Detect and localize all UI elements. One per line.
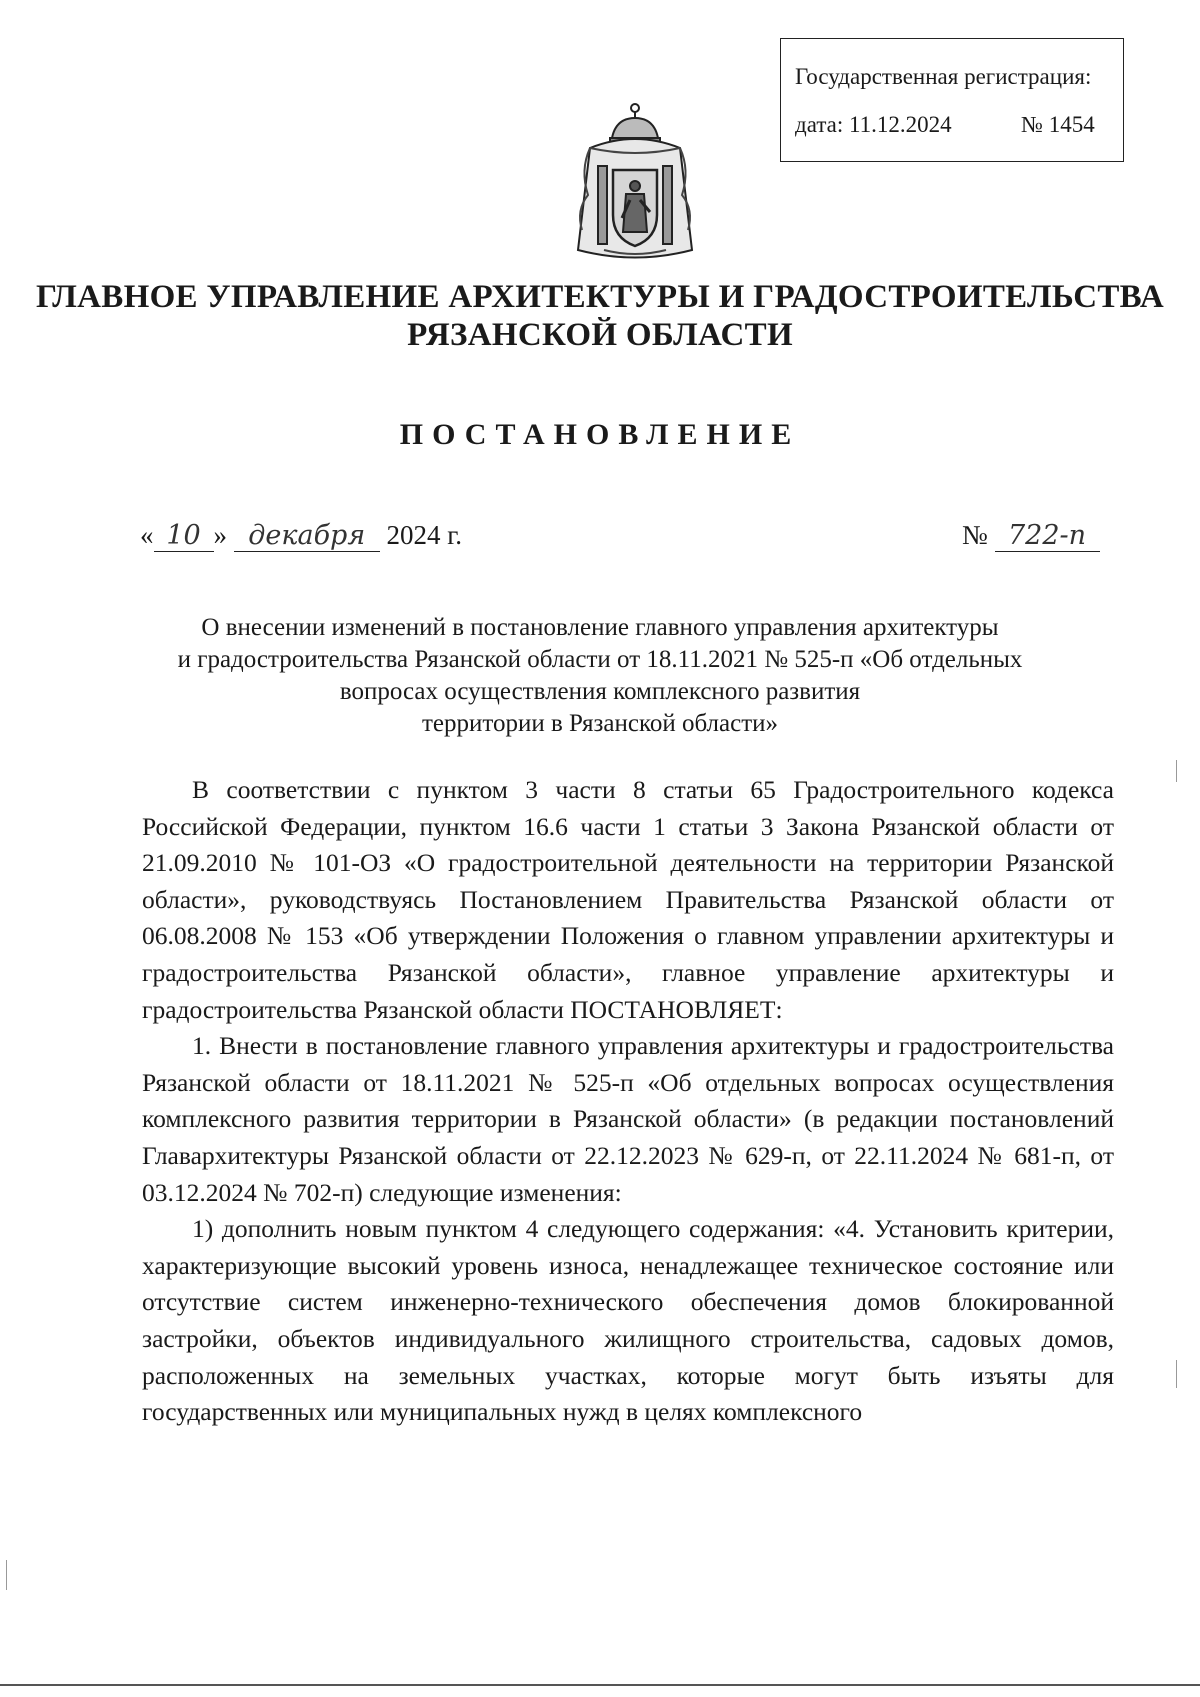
scan-artifact (1176, 1360, 1177, 1388)
body-preamble: В соответствии с пунктом 3 части 8 статьи 65 Градостроительного кодекса Российской Федерации, пунктом 16.6 части 1 статьи 3 Закона Рязанской области от 21.09.2010 № 101-ОЗ «О градостроительной деятельности на территории Рязанской области», руководствуясь Постановлением Правительства Рязанской области от 06.08.2008 № 153 «Об утверждении Положения о главном управлении архитектуры и градостроительства Рязанской области», главное управление архитектуры и градостроительства Рязанской области ПОСТАНОВЛЯЕТ: (142, 775, 1114, 1024)
document-subject (130, 612, 1070, 740)
subject-line-2: и градостроительства Рязанской области от 18.11.2021 № 525-п «Об отдельных (177, 646, 1023, 673)
registration-date: дата: 11.12.2024 (795, 112, 952, 137)
document-body (142, 772, 1114, 1431)
body-item-1: 1. Внести в постановление главного управления архитектуры и градостроительства Рязанской области от 18.11.2021 № 525-п «Об отдельных вопросах осуществления комплексного развития территории в Рязанской области» (в редакции постановлений Главархитектуры Рязанской области от 22.12.2023 № 629-п, от 22.11.2024 № 681-п, от 03.12.2024 № 702-п) следующие изменения: (142, 1031, 1114, 1207)
subject-line-3: вопросах осуществления комплексного развития (339, 678, 861, 705)
agency-name-line-2: РЯЗАНСКОЙ ОБЛАСТИ (407, 317, 793, 353)
subject-line-1: О внесении изменений в постановление главного управления архитектуры (201, 614, 999, 641)
date-day: 10 (154, 520, 214, 552)
document-type-heading: ПОСТАНОВЛЕНИЕ (399, 418, 801, 451)
registration-stamp (780, 38, 1124, 162)
ryazan-coat-of-arms-icon (560, 100, 710, 265)
agency-name-line-1: ГЛАВНОЕ УПРАВЛЕНИЕ АРХИТЕКТУРЫ И ГРАДОСТРОИТЕЛЬСТВА (35, 279, 1165, 315)
registration-number: № 1454 (1021, 112, 1095, 137)
scan-artifact (6, 1560, 7, 1590)
date-year: 2024 г. (386, 520, 463, 550)
document-date (140, 520, 462, 560)
body-item-1-1: 1) дополнить новым пунктом 4 следующего содержания: «4. Установить критерии, характеризующие высокий уровень износа, ненадлежащее техническое состояние или отсутствие систем инженерно-технического обеспечения домов блокированной застройки, объектов индивидуального жилищного строительства, садовых домов, расположенных на земельных участках, которые могут быть изъяты для государственных или муниципальных нужд в целях комплексного (142, 1214, 1114, 1427)
scan-artifact (1176, 760, 1177, 782)
number-prefix: № (962, 520, 988, 550)
date-open-quote: « (140, 520, 154, 550)
date-close-quote: » (213, 520, 227, 550)
date-month: декабря (234, 520, 380, 552)
subject-line-4: территории в Рязанской области» (421, 710, 779, 737)
agency-name (0, 278, 1200, 354)
registration-title: Государственная регистрация: (795, 64, 1092, 89)
number-value: 722-п (995, 520, 1100, 552)
document-number (962, 520, 1100, 552)
page-bottom-edge (0, 1684, 1200, 1686)
